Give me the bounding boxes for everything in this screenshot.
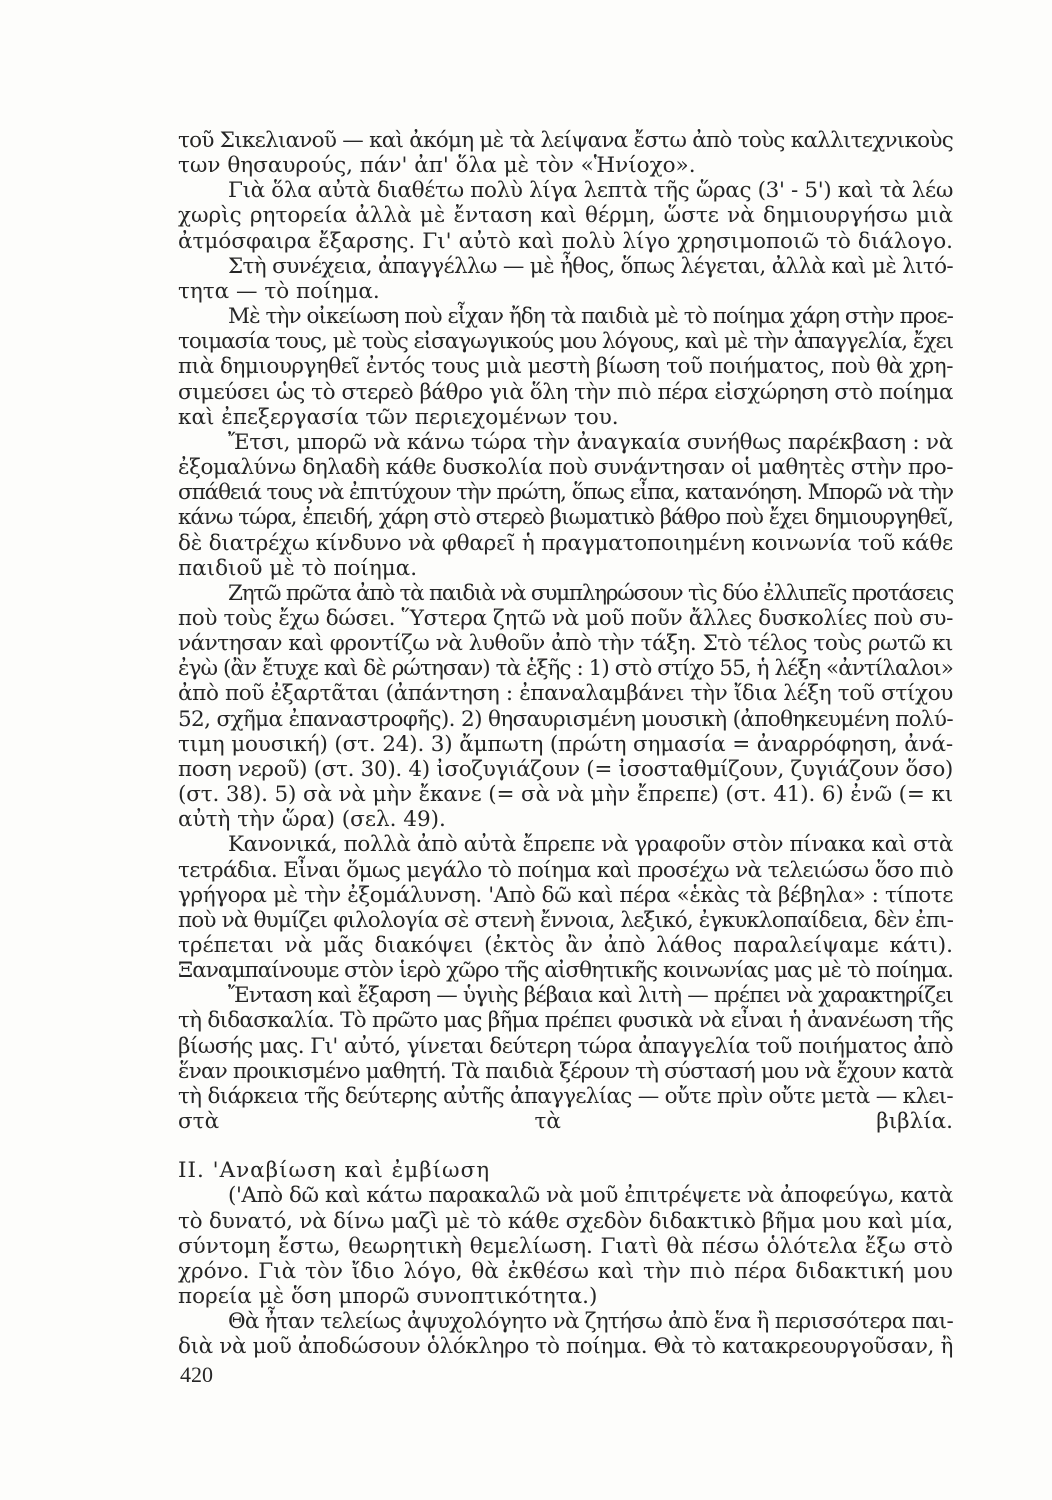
- text-line: τὸ δυνατό, νὰ δίνω μαζὶ μὲ τὸ κάθε σχεδὸν διδακτικὸ βῆμα μου καὶ μία,: [178, 1208, 953, 1234]
- body-text: [178, 128, 953, 1360]
- text-line: σπάθειά τους νὰ ἐπιτύχουν τὴν πρώτη, ὅπως εἶπα, κατανόηση. Μπορῶ νὰ τὴν: [178, 480, 953, 506]
- text-line: Ζητῶ πρῶτα ἀπὸ τὰ παιδιὰ νὰ συμπληρώσουν τὶς δύο ἐλλιπεῖς προτάσεις: [228, 580, 953, 606]
- text-line: δὲ διατρέχω κίνδυνο νὰ φθαρεῖ ἡ πραγματοποιημένη κοινωνία τοῦ κάθε: [178, 530, 953, 556]
- text-line: τρέπεται νὰ μᾶς διακόψει (ἐκτὸς ἂν ἀπὸ λάθος παραλείψαμε κάτι).: [178, 933, 953, 958]
- text-line: νάντησαν καὶ φροντίζω νὰ λυθοῦν ἀπὸ τὴν τάξη. Στὸ τέλος τοὺς ρωτῶ κι: [178, 631, 953, 657]
- text-line: πορεία μὲ ὅση μπορῶ συνοπτικότητα.): [178, 1284, 598, 1310]
- text-line: ποση νεροῦ) (στ. 30). 4) ἰσοζυγιάζουν (= ἰσοσταθμίζουν, ζυγιάζουν ὅσο): [178, 756, 953, 782]
- text-line: των θησαυρούς, πάν' ἀπ' ὅλα μὲ τὸν «Ἡνίοχο».: [178, 153, 696, 179]
- text-line: σιμεύσει ὡς τὸ στερεὸ βάθρο γιὰ ὅλη τὴν πιὸ πέρα εἰσχώρηση στὸ ποίημα: [178, 379, 953, 405]
- text-line: αὐτὴ τὴν ὥρα) (σελ. 49).: [178, 807, 446, 833]
- text-line: στὰ τὰ βιβλία.: [178, 1109, 953, 1135]
- page-number: 420: [180, 1362, 213, 1387]
- text-line: τὴ διδασκαλία. Τὸ πρῶτο μας βῆμα πρέπει φυσικὰ νὰ εἶναι ἡ ἀνανέωση τῆς: [178, 1008, 953, 1034]
- text-line: ποὺ τοὺς ἔχω δώσει. Ὕστερα ζητῶ νὰ μοῦ ποῦν ἄλλες δυσκολίες ποὺ συ-: [178, 605, 953, 631]
- text-line: Ξαναμπαίνουμε στὸν ἱερὸ χῶρο τῆς αἰσθητικῆς κοινωνίας μας μὲ τὸ ποίημα.: [178, 958, 953, 984]
- text-line: χωρὶς ρητορεία ἀλλὰ μὲ ἔνταση καὶ θέρμη, ὥστε νὰ δημιουργήσω μιὰ: [178, 203, 953, 229]
- text-line: διὰ νὰ μοῦ ἀποδώσουν ὁλόκληρο τὸ ποίημα. Θὰ τὸ κατακρεουργοῦσαν, ἢ: [178, 1334, 953, 1360]
- text-line: 52, σχῆμα ἐπαναστροφῆς). 2) θησαυρισμένη μουσικὴ (ἀποθηκευμένη πολύ-: [178, 706, 953, 732]
- text-line: ποὺ νὰ θυμίζει φιλολογία σὲ στενὴ ἔννοια, λεξικό, ἐγκυκλοπαίδεια, δὲν ἐπι-: [178, 907, 953, 933]
- text-line: ἀτμόσφαιρα ἔξαρσης. Γι' αὐτὸ καὶ πολὺ λίγο χρησιμοποιῶ τὸ διάλογο.: [178, 228, 953, 254]
- text-line: ἐξομαλύνω δηλαδὴ κάθε δυσκολία ποὺ συνάντησαν οἱ μαθητὲς στὴν προ-: [178, 455, 953, 481]
- text-line: Μὲ τὴν οἰκείωση ποὺ εἶχαν ἤδη τὰ παιδιὰ μὲ τὸ ποίημα χάρη στὴν προε-: [228, 304, 953, 330]
- text-line: βίωσής μας. Γι' αὐτό, γίνεται δεύτερη τώρα ἀπαγγελία τοῦ ποιήματος ἀπὸ: [178, 1033, 953, 1059]
- text-line: σύντομη ἔστω, θεωρητικὴ θεμελίωση. Γιατὶ θὰ πέσω ὁλότελα ἔξω στὸ: [178, 1233, 953, 1259]
- text-line: (στ. 38). 5) σὰ νὰ μὴν ἔκανε (= σὰ νὰ μὴν ἔπρεπε) (στ. 41). 6) ἐνῶ (= κι: [178, 782, 954, 808]
- text-line: τητα — τὸ ποίημα.: [178, 278, 380, 304]
- text-line: Κανονικά, πολλὰ ἀπὸ αὐτὰ ἔπρεπε νὰ γραφοῦν στὸν πίνακα καὶ στὰ: [228, 832, 953, 858]
- text-line: ('Απὸ δῶ καὶ κάτω παρακαλῶ νὰ μοῦ ἐπιτρέψετε νὰ ἀποφεύγω, κατὰ: [228, 1183, 953, 1209]
- text-line: πιὰ δημιουργηθεῖ ἐντός τους μιὰ μεστὴ βίωση τοῦ ποιήματος, ποὺ θὰ χρη-: [178, 354, 953, 380]
- text-line: καὶ ἐπεξεργασία τῶν περιεχομένων του.: [178, 404, 619, 430]
- text-line: τὴ διάρκεια τῆς δεύτερης αὐτῆς ἀπαγγελίας — οὔτε πρὶν οὔτε μετὰ — κλει-: [178, 1083, 953, 1109]
- text-line: τιμη μουσική) (στ. 24). 3) ἄμπωτη (πρώτη σημασία = ἀναρρόφηση, ἀνά-: [178, 731, 953, 757]
- text-line: γρήγορα μὲ τὴν ἐξομάλυνση. 'Απὸ δῶ καὶ πέρα «ἑκὰς τὰ βέβηλα» : τίποτε: [178, 882, 953, 908]
- text-line: τοιμασία τους, μὲ τοὺς εἰσαγωγικούς μου λόγους, καὶ μὲ τὴν ἀπαγγελία, ἔχει: [178, 329, 953, 355]
- text-line: ἕναν προικισμένο μαθητή. Τὰ παιδιὰ ξέρουν τὴ σύστασή μου νὰ ἔχουν κατὰ: [178, 1058, 953, 1084]
- text-line: Ἔνταση καὶ ἔξαρση — ὑγιὴς βέβαια καὶ λιτὴ — πρέπει νὰ χαρακτηρίζει: [228, 983, 953, 1009]
- text-line: ἀπὸ ποῦ ἐξαρτᾶται (ἀπάντηση : ἐπαναλαμβάνει τὴν ἴδια λέξη τοῦ στίχου: [178, 681, 953, 707]
- text-line: Θὰ ἦταν τελείως ἀψυχολόγητο νὰ ζητήσω ἀπὸ ἕνα ἢ περισσότερα παι-: [228, 1309, 953, 1335]
- text-line: τετράδια. Εἶναι ὅμως μεγάλο τὸ ποίημα καὶ προσέχω νὰ τελειώσω ὅσο πιὸ: [178, 857, 953, 883]
- spacer: [178, 1134, 953, 1158]
- text-line: Στὴ συνέχεια, ἀπαγγέλλω — μὲ ἦθος, ὅπως λέγεται, ἀλλὰ καὶ μὲ λιτό-: [228, 253, 953, 279]
- text-line: ἐγὼ (ἂν ἔτυχε καὶ δὲ ρώτησαν) τὰ ἑξῆς : 1) στὸ στίχο 55, ἡ λέξη «ἀντίλαλοι»: [178, 656, 953, 682]
- text-line: Γιὰ ὅλα αὐτὰ διαθέτω πολὺ λίγα λεπτὰ τῆς ὥρας (3' - 5') καὶ τὰ λέω: [228, 178, 954, 204]
- text-line: κάνω τώρα, ἐπειδή, χάρη στὸ στερεὸ βιωματικὸ βάθρο ποὺ ἔχει δημιουργηθεῖ,: [178, 505, 953, 531]
- text-line: Ἔτσι, μπορῶ νὰ κάνω τώρα τὴν ἀναγκαία συνήθως παρέκβαση : νὰ: [228, 429, 953, 455]
- text-line: τοῦ Σικελιανοῦ — καὶ ἀκόμη μὲ τὰ λείψανα ἔστω ἀπὸ τοὺς καλλιτεχνικοὺς: [178, 128, 953, 153]
- text-line: παιδιοῦ μὲ τὸ ποίημα.: [178, 555, 418, 581]
- text-line: χρόνο. Γιὰ τὸν ἴδιο λόγο, θὰ ἐκθέσω καὶ τὴν πιὸ πέρα διδακτική μου: [178, 1258, 953, 1284]
- section-heading: II. 'Αναβίωση καὶ ἐμβίωση: [178, 1158, 491, 1184]
